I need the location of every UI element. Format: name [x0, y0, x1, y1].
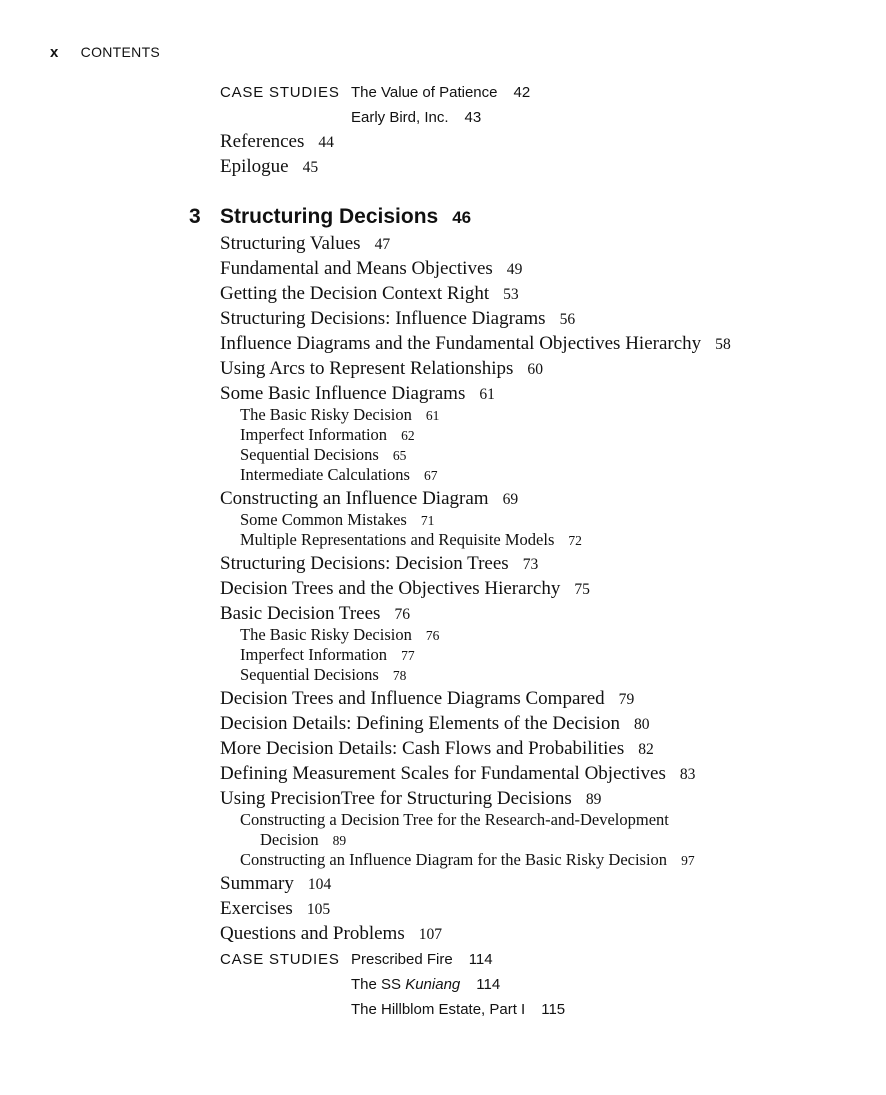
- entry-title: Using PrecisionTree for Structuring Decisions: [220, 788, 572, 809]
- toc-entry[interactable]: [220, 283, 519, 305]
- toc-subentry-continued[interactable]: [260, 830, 346, 850]
- toc-entry[interactable]: [351, 976, 500, 993]
- entry-title: Constructing a Decision Tree for the Research-and-Development: [240, 810, 669, 829]
- entry-page: 53: [503, 286, 519, 303]
- toc-entry[interactable]: [220, 553, 538, 575]
- chapter-page: 46: [452, 208, 472, 227]
- entry-title: Structuring Values: [220, 233, 361, 254]
- entry-page: 56: [559, 311, 576, 328]
- toc-subentry[interactable]: [240, 625, 439, 645]
- entry-page: 62: [401, 428, 415, 443]
- entry-page: 42: [513, 84, 531, 101]
- toc-entry[interactable]: [220, 358, 543, 380]
- entry-page: 107: [418, 926, 443, 943]
- entry-page: 97: [681, 853, 695, 868]
- entry-title: The Basic Risky Decision: [240, 405, 412, 424]
- entry-page: 67: [423, 468, 438, 483]
- entry-page: 58: [715, 336, 731, 353]
- toc-entry[interactable]: [220, 763, 695, 785]
- toc-entry[interactable]: [351, 84, 530, 101]
- entry-page: 71: [420, 513, 435, 528]
- entry-title: The Hillblom Estate, Part I: [351, 1001, 526, 1018]
- toc-subentry[interactable]: [240, 645, 415, 665]
- entry-title: Imperfect Information: [240, 425, 388, 444]
- toc-subentry[interactable]: [240, 425, 415, 445]
- entry-page: 83: [679, 766, 696, 783]
- entry-page: 43: [464, 109, 482, 126]
- case-studies-label: CASE STUDIES: [220, 951, 340, 968]
- entry-page: 44: [318, 134, 334, 151]
- toc-entry[interactable]: [351, 1001, 565, 1018]
- entry-title: Decision Trees and the Objectives Hierarchy: [220, 578, 561, 599]
- entry-title: Influence Diagrams and the Fundamental Objectives Hierarchy: [220, 333, 702, 354]
- toc-entry[interactable]: [220, 788, 601, 810]
- entry-page: 105: [306, 901, 331, 918]
- toc-entry[interactable]: [220, 131, 334, 153]
- entry-title: More Decision Details: Cash Flows and Probabilities: [220, 738, 625, 759]
- entry-page: 69: [502, 491, 519, 508]
- toc-subentry[interactable]: [240, 530, 582, 550]
- entry-title: Decision Details: Defining Elements of the Decision: [220, 713, 620, 734]
- entry-title: Summary: [220, 873, 294, 894]
- entry-page: 61: [425, 408, 440, 423]
- entry-title: Constructing an Influence Diagram: [220, 488, 489, 509]
- entry-page: 82: [638, 741, 654, 758]
- entry-title-italic: Kuniang: [405, 976, 461, 993]
- entry-page: 114: [476, 976, 501, 993]
- toc-entry[interactable]: [220, 233, 390, 255]
- entry-title: The Basic Risky Decision: [240, 625, 412, 644]
- entry-title: Decision Trees and Influence Diagrams Compared: [220, 688, 605, 709]
- toc-subentry[interactable]: [240, 445, 406, 465]
- toc-entry[interactable]: [220, 898, 330, 920]
- toc-entry[interactable]: [220, 713, 650, 735]
- entry-page: 65: [392, 448, 407, 463]
- toc-entry[interactable]: [220, 873, 331, 895]
- entry-page: 75: [574, 581, 590, 598]
- entry-title: Getting the Decision Context Right: [220, 283, 490, 304]
- toc-entry[interactable]: [220, 603, 410, 625]
- chapter-number: 3: [189, 205, 201, 228]
- entry-title: Imperfect Information: [240, 645, 388, 664]
- entry-title: Decision: [260, 830, 319, 849]
- entry-title: Exercises: [220, 898, 293, 919]
- entry-title: Using Arcs to Represent Relationships: [220, 358, 514, 379]
- entry-page: 77: [401, 648, 415, 663]
- chapter-title[interactable]: Structuring Decisions 46: [220, 205, 472, 228]
- entry-title: Basic Decision Trees: [220, 603, 381, 624]
- entry-title: Multiple Representations and Requisite Models: [240, 530, 555, 549]
- entry-title: Epilogue: [220, 156, 289, 177]
- entry-title: Constructing an Influence Diagram for the Basic Risky Decision: [240, 850, 668, 869]
- entry-page: 73: [522, 556, 539, 573]
- entry-title: Fundamental and Means Objectives: [220, 258, 493, 279]
- toc-entry[interactable]: [220, 333, 731, 355]
- entry-title: Some Common Mistakes: [240, 510, 407, 529]
- entry-title: Some Basic Influence Diagrams: [220, 383, 466, 404]
- toc-subentry[interactable]: [240, 465, 438, 485]
- entry-title: Sequential Decisions: [240, 665, 379, 684]
- entry-page: 80: [633, 716, 650, 733]
- running-head: CONTENTS: [80, 44, 161, 60]
- toc-subentry[interactable]: [240, 510, 434, 530]
- toc-entry[interactable]: [220, 308, 575, 330]
- entry-title: Structuring Decisions: Influence Diagrams: [220, 308, 546, 329]
- entry-page: 61: [479, 386, 495, 403]
- entry-title-prefix: The SS: [351, 976, 402, 993]
- entry-title: Intermediate Calculations: [240, 465, 410, 484]
- entry-page: 89: [585, 791, 602, 808]
- entry-page: 78: [392, 668, 407, 683]
- entry-title: Defining Measurement Scales for Fundamental Objectives: [220, 763, 666, 784]
- page-folio: x: [50, 44, 59, 61]
- toc-entry[interactable]: [220, 488, 518, 510]
- toc-entry[interactable]: [220, 258, 522, 280]
- entry-title: References: [220, 131, 305, 152]
- toc-entry[interactable]: [220, 383, 495, 405]
- entry-page: 115: [541, 1001, 566, 1018]
- entry-title: Sequential Decisions: [240, 445, 379, 464]
- entry-page: 79: [618, 691, 635, 708]
- entry-title: The Value of Patience: [351, 84, 498, 101]
- entry-page: 49: [506, 261, 523, 278]
- toc-subentry[interactable]: [240, 405, 439, 425]
- toc-entry[interactable]: [351, 951, 493, 968]
- entry-page: 114: [468, 951, 493, 968]
- toc-entry[interactable]: [220, 738, 654, 760]
- entry-title: Questions and Problems: [220, 923, 405, 944]
- toc-entry[interactable]: [351, 109, 481, 126]
- case-studies-label: CASE STUDIES: [220, 84, 340, 101]
- entry-title: Structuring Decisions: Decision Trees: [220, 553, 509, 574]
- toc-subentry[interactable]: [240, 810, 669, 830]
- toc-subentry[interactable]: [240, 850, 695, 870]
- entry-page: 47: [374, 236, 391, 253]
- toc-entry[interactable]: [220, 156, 318, 178]
- entry-title: Prescribed Fire: [351, 951, 453, 968]
- toc-entry[interactable]: [220, 923, 442, 945]
- toc-entry[interactable]: [220, 688, 634, 710]
- entry-page: 60: [527, 361, 543, 378]
- toc-entry[interactable]: [220, 578, 590, 600]
- entry-page: 89: [332, 833, 347, 848]
- toc-subentry[interactable]: [240, 665, 406, 685]
- entry-title: Early Bird, Inc.: [351, 109, 449, 126]
- entry-page: 72: [568, 533, 582, 548]
- entry-page: 76: [425, 628, 440, 643]
- entry-page: 104: [307, 876, 332, 893]
- entry-page: 76: [394, 606, 411, 623]
- entry-page: 45: [302, 159, 319, 176]
